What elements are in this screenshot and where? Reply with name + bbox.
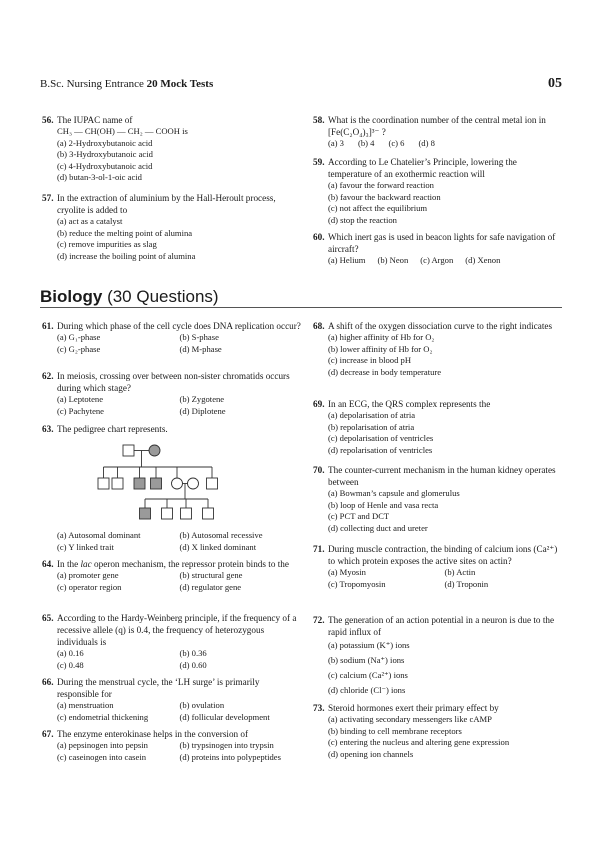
option-d: (d) follicular development <box>179 711 270 722</box>
option-c: (c) PCT and DCT <box>328 511 390 522</box>
option-d: (d) Troponin <box>444 578 489 589</box>
question-number: 63. <box>42 424 54 434</box>
option-a: (a) G₁-phase <box>57 332 101 342</box>
option-b: (b) structural gene <box>179 570 243 580</box>
question-text: Which inert gas is used in beacon lights for safe navigation of aircraft? <box>328 232 556 254</box>
question-63 <box>42 423 302 435</box>
option-c: (c) caseinogen into casein <box>57 751 147 762</box>
option-c: (c) Tropomyosin <box>328 578 386 589</box>
question-text: In the extraction of aluminium by the Hall-Heroult process, cryolite is added to <box>57 193 276 215</box>
option-b: (b) Autosomal recessive <box>179 530 263 540</box>
option-c: (c) entering the nucleus and altering gene expression <box>328 737 510 748</box>
option-d: (d) butan-3-ol-1-oic acid <box>57 172 142 183</box>
question-text: According to the Hardy-Weinberg principle, if the frequency of a recessive allele (q) is 0.4, the frequency of heterozygous individuals is <box>57 613 297 647</box>
question-number: 58. <box>313 115 325 125</box>
option-a: (a) Myosin <box>328 567 366 577</box>
question-text: During the menstrual cycle, the ‘LH surge’ is primarily responsible for <box>57 677 260 699</box>
question-text: During muscle contraction, the binding of calcium ions (Ca²⁺) to which protein exposes the active sites on actin? <box>328 544 558 566</box>
option-b: (b) 4 <box>357 138 375 148</box>
option-c: (c) 6 <box>388 138 405 148</box>
option-a: (a) act as a catalyst <box>57 216 123 226</box>
pedigree-male-unaffected <box>112 478 123 489</box>
option-b: (b) 0.36 <box>179 648 207 658</box>
question-68 <box>313 320 561 378</box>
section-title: Biology <box>40 287 103 306</box>
option-a: (a) Leptotene <box>57 394 104 404</box>
option-a: (a) depolarisation of atria <box>328 410 416 420</box>
pedigree-male-unaffected <box>98 478 109 489</box>
option-a: (a) menstruation <box>57 700 114 710</box>
question-number: 67. <box>42 729 54 739</box>
option-a: (a) Helium <box>328 255 366 265</box>
option-d: (d) regulator gene <box>179 581 242 592</box>
chemical-formula: CH₃ — CH(OH) — CH₂ — COOH is <box>57 126 188 136</box>
series-title: 20 Mock Tests <box>146 78 214 90</box>
option-a: (a) Autosomal dominant <box>57 530 141 540</box>
question-text: In an ECG, the QRS complex represents the <box>328 399 491 409</box>
question-text: According to Le Chatelier’s Principle, lowering the temperature of an exothermic reaction will <box>328 157 517 179</box>
option-d: (d) chloride (Cl⁻) ions <box>328 685 406 695</box>
book-title: B.Sc. Nursing Entrance <box>40 78 144 90</box>
question-number: 57. <box>42 193 54 203</box>
question-58 <box>313 114 561 150</box>
pedigree-male-unaffected <box>181 508 192 519</box>
question-number: 69. <box>313 399 325 409</box>
question-number: 62. <box>42 371 54 381</box>
question-62 <box>42 370 302 417</box>
page-number: 05 <box>548 76 562 91</box>
question-65 <box>42 612 302 671</box>
question-number: 65. <box>42 613 54 623</box>
option-a: (a) higher affinity of Hb for O₂ <box>328 332 435 342</box>
question-72 <box>313 614 561 698</box>
option-d: (d) collecting duct and ureter <box>328 522 428 533</box>
question-69 <box>313 398 561 456</box>
option-c: (c) not affect the equilibrium <box>328 203 428 214</box>
option-a: (a) promoter gene <box>57 570 119 580</box>
option-c: (c) 0.48 <box>57 659 84 670</box>
question-text-start: In the <box>57 559 81 569</box>
question-59 <box>313 156 561 226</box>
pedigree-male-unaffected <box>203 508 214 519</box>
option-c: (c) increase in blood pH <box>328 355 412 366</box>
question-text: Steroid hormones exert their primary effect by <box>328 703 499 713</box>
option-d: (d) Xenon <box>465 255 501 265</box>
section-divider <box>40 307 562 308</box>
question-text: A shift of the oxygen dissociation curve to the right indicates <box>328 321 553 331</box>
option-c: (c) Y linked trait <box>57 541 114 552</box>
option-b: (b) reduce the melting point of alumina <box>57 227 193 238</box>
question-61 <box>42 320 302 355</box>
option-d: (d) decrease in body temperature <box>328 366 442 377</box>
pedigree-female-unaffected <box>188 478 199 489</box>
section-subtitle: (30 Questions) <box>102 287 219 306</box>
option-a: (a) 0.16 <box>57 648 84 658</box>
question-number: 73. <box>313 703 325 713</box>
operon-term: lac <box>80 559 92 569</box>
question-number: 71. <box>313 544 325 554</box>
question-67 <box>42 728 302 763</box>
option-b: (b) Neon <box>377 255 409 265</box>
option-c: (c) 4-Hydroxybutanoic acid <box>57 160 153 171</box>
option-b: (b) sodium (Na⁺) ions <box>328 655 405 665</box>
pedigree-male-unaffected <box>207 478 218 489</box>
option-d: (d) Diplotene <box>179 405 226 416</box>
option-d: (d) stop the reaction <box>328 214 397 225</box>
question-text <box>57 558 302 570</box>
pedigree-male-affected <box>140 508 151 519</box>
section-heading <box>40 287 219 307</box>
question-70 <box>313 464 561 534</box>
question-71 <box>313 543 561 590</box>
option-c: (c) endometrial thickening <box>57 711 149 722</box>
question-text: What is the coordination number of the central metal ion in [Fe(C₂O₄)₃]³⁻ ? <box>328 115 546 137</box>
question-73 <box>313 702 561 760</box>
option-b: (b) binding to cell membrane receptors <box>328 725 462 736</box>
question-66 <box>42 676 302 723</box>
question-text: The counter-current mechanism in the human kidney operates between <box>328 465 556 487</box>
question-text: The pedigree chart represents. <box>57 424 168 434</box>
pedigree-male-affected <box>151 478 162 489</box>
option-d: (d) repolarisation of ventricles <box>328 444 433 455</box>
option-a: (a) Bowman’s capsule and glomerulus <box>328 488 460 498</box>
running-header <box>40 78 213 90</box>
option-b: (b) Actin <box>444 567 476 577</box>
question-number: 56. <box>42 115 54 125</box>
option-b: (b) repolarisation of atria <box>328 421 415 432</box>
option-b: (b) 3-Hydroxybutanoic acid <box>57 149 153 160</box>
question-64 <box>42 558 302 593</box>
question-60 <box>313 231 561 267</box>
question-number: 61. <box>42 321 54 331</box>
option-d: (d) proteins into polypeptides <box>179 751 281 762</box>
question-text: The generation of an action potential in a neuron is due to the rapid influx of <box>328 615 555 637</box>
option-b: (b) favour the backward reaction <box>328 191 441 202</box>
question-number: 66. <box>42 677 54 687</box>
question-56 <box>42 114 302 184</box>
question-number: 64. <box>42 559 54 569</box>
option-d: (d) increase the boiling point of alumina <box>57 250 196 261</box>
question-63-options <box>42 530 302 553</box>
option-c: (c) remove impurities as slag <box>57 239 157 250</box>
option-c: (c) operator region <box>57 581 122 592</box>
question-number: 68. <box>313 321 325 331</box>
option-c: (c) G₂-phase <box>57 343 101 354</box>
question-text-end: operon mechanism, the repressor protein binds to the <box>91 559 289 569</box>
option-d: (d) X linked dominant <box>179 541 257 552</box>
option-c: (c) calcium (Ca²⁺) ions <box>328 670 408 680</box>
question-number: 60. <box>313 232 325 242</box>
question-text: The IUPAC name of <box>57 115 133 125</box>
option-b: (b) trypsinogen into trypsin <box>179 740 274 750</box>
option-c: (c) depolarisation of ventricles <box>328 433 434 444</box>
pedigree-male-unaffected <box>123 445 134 456</box>
option-a: (a) potassium (K⁺) ions <box>328 640 410 650</box>
pedigree-female-unaffected <box>172 478 183 489</box>
question-57 <box>42 192 302 262</box>
option-c: (c) Pachytene <box>57 405 105 416</box>
option-a: (a) 2-Hydroxybutanoic acid <box>57 137 153 148</box>
option-a: (a) activating secondary messengers like cAMP <box>328 714 492 724</box>
question-text: During which phase of the cell cycle does DNA replication occur? <box>57 321 301 331</box>
pedigree-male-unaffected <box>162 508 173 519</box>
question-number: 59. <box>313 157 325 167</box>
option-a: (a) 3 <box>328 138 344 148</box>
option-c: (c) Argon <box>420 255 454 265</box>
question-text: In meiosis, crossing over between non-sister chromatids occurs during which stage? <box>57 371 290 393</box>
pedigree-chart <box>95 441 245 525</box>
option-a: (a) pepsinogen into pepsin <box>57 740 148 750</box>
option-d: (d) opening ion channels <box>328 748 414 759</box>
question-number: 72. <box>313 615 325 625</box>
option-b: (b) S-phase <box>179 332 219 342</box>
pedigree-female-affected <box>149 445 160 456</box>
option-a: (a) favour the forward reaction <box>328 180 434 190</box>
option-b: (b) lower affinity of Hb for O₂ <box>328 343 433 354</box>
question-text: The enzyme enterokinase helps in the conversion of <box>57 729 249 739</box>
pedigree-male-affected <box>134 478 145 489</box>
option-d: (d) M-phase <box>179 343 222 354</box>
option-b: (b) loop of Henle and vasa recta <box>328 499 439 510</box>
option-d: (d) 8 <box>418 138 435 148</box>
option-b: (b) Zygotene <box>179 394 225 404</box>
option-d: (d) 0.60 <box>179 659 207 670</box>
option-b: (b) ovulation <box>179 700 225 710</box>
question-number: 70. <box>313 465 325 475</box>
